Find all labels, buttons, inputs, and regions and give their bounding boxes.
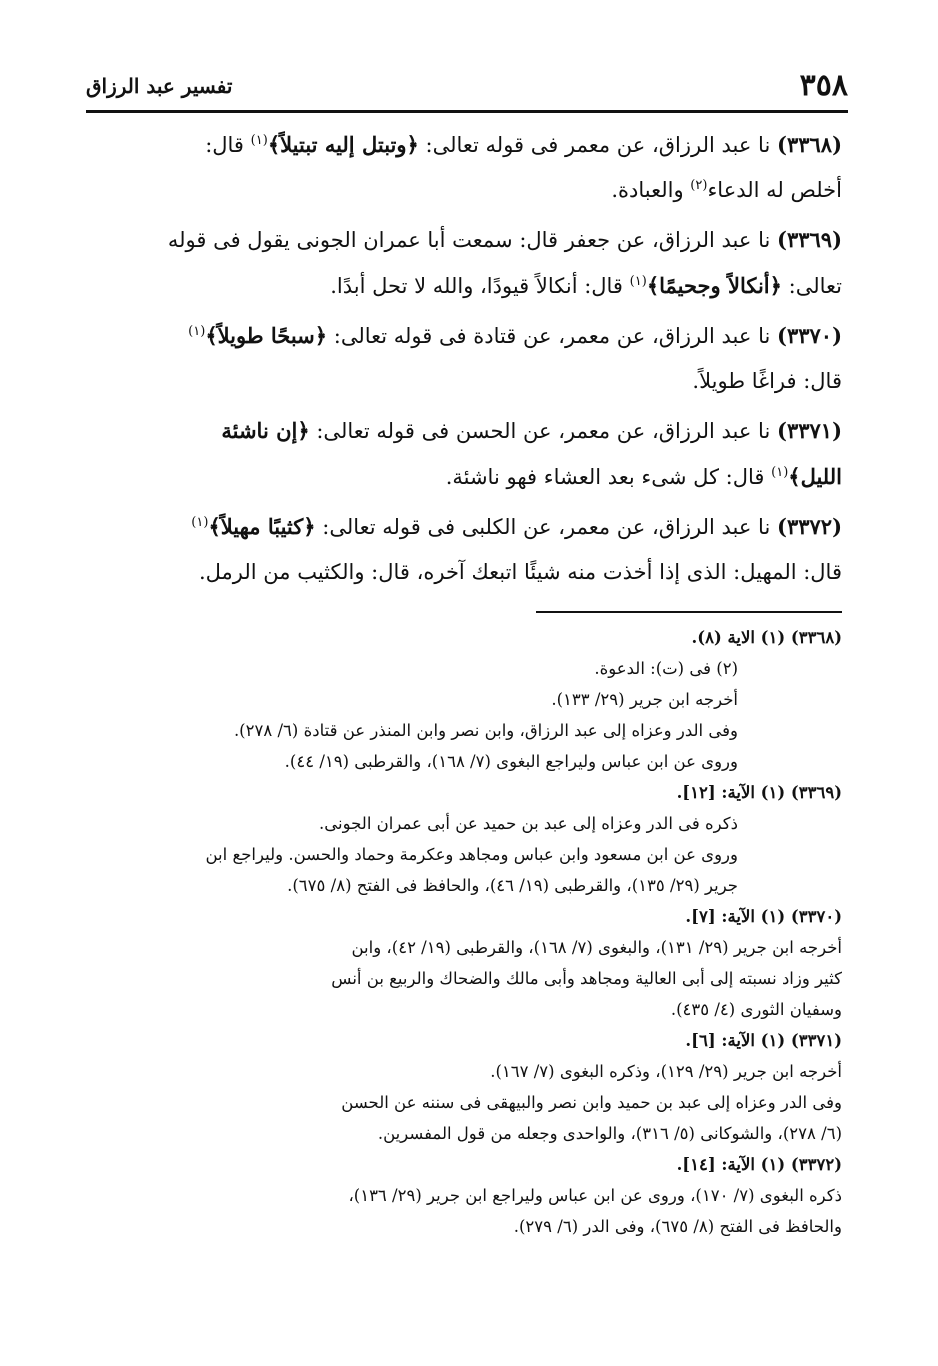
- entry-line: قال: فراغًا طويلاً.: [692, 369, 842, 393]
- footnote-line: أخرجه ابن جرير (٢٩/ ١٣١)، والبغوى (٧/ ١٦٨)، والقرطبى (١٩/ ٤٢)، وابن: [351, 938, 842, 957]
- footnote-line: أخرجه ابن جرير (٢٩/ ١٢٩)، وذكره البغوى (٧/ ١٦٧).: [490, 1062, 842, 1081]
- running-title: تفسير عبد الرزاق: [86, 74, 233, 98]
- entry-text: نا عبد الرزاق، عن معمر فى قوله تعالى:: [425, 133, 771, 157]
- entry-text: نا عبد الرزاق، عن معمر، عن الكلبى فى قوله تعالى:: [322, 515, 771, 539]
- entry-number: (٣٣٧٢): [777, 514, 842, 539]
- footnote-3371: [96, 1025, 842, 1149]
- footnote-ref: (١): [629, 274, 647, 289]
- entry-number: (٣٣٦٨): [777, 132, 842, 157]
- entry-3372: [96, 504, 842, 595]
- quran-quote: ﴿إن ناشئة: [221, 418, 310, 443]
- footnote-line: (٢) فى (ت): الدعوة.: [594, 659, 738, 678]
- footnote-line: وفى الدر وعزاه إلى عبد بن حميد وابن نصر والبيهقى فى سننه عن الحسن: [341, 1093, 842, 1112]
- quran-quote: ﴿وتبتل إليه تبتيلاً﴾: [267, 132, 419, 157]
- entry-3370: [96, 313, 842, 404]
- footnote-3370: [96, 901, 842, 1025]
- entry-3371: [96, 408, 842, 500]
- footnote-line: والحافظ فى الفتح (٨/ ٦٧٥)، وفى الدر (٦/ ٢٧٩).: [513, 1217, 842, 1236]
- entry-3369: [96, 217, 842, 309]
- footnote-heading: (٣٣٦٨) (١) الاية (٨).: [691, 628, 842, 647]
- entry-number: (٣٣٧٠): [777, 323, 842, 348]
- footnote-heading: (٣٣٧٠) (١) الآية: [٧].: [685, 907, 842, 926]
- entry-text: أخلص له الدعاء: [707, 178, 842, 202]
- footnote-line: وروى عن ابن عباس وليراجع البغوى (٧/ ١٦٨)، والقرطبى (١٩/ ٤٤).: [284, 752, 738, 771]
- footnote-heading: (٣٣٧١) (١) الآية: [٦].: [685, 1031, 842, 1050]
- entry-text: نا عبد الرزاق، عن معمر، عن قتادة فى قوله تعالى:: [333, 324, 771, 348]
- footnote-3368: [96, 622, 842, 777]
- footnote-line: أخرجه ابن جرير (٢٩/ ١٣٣).: [551, 690, 738, 709]
- entry-text: قال: أنكالاً قيودًا، والله لا تحل أبدًا.: [330, 274, 623, 298]
- footnote-line: وفى الدر وعزاه إلى عبد الرزاق، وابن نصر وابن المنذر عن قتادة (٦/ ٢٧٨).: [233, 721, 738, 740]
- footnotes: [96, 622, 842, 1242]
- quran-quote: ﴿سبحًا طويلاً﴾: [205, 323, 328, 348]
- footnote-ref: (١): [250, 133, 268, 148]
- page-number: ٣٥٨: [799, 68, 848, 103]
- footnote-ref: (١): [188, 324, 206, 339]
- footnote-line: كثير وزاد نسبته إلى أبى العالية ومجاهد وأبى مالك والضحاك والربيع بن أنس: [331, 969, 842, 988]
- entry-text: نا عبد الرزاق، عن جعفر قال: سمعت أبا عمران الجونى يقول فى قوله: [167, 228, 771, 252]
- footnote-line: ذكره البغوى (٧/ ١٧٠)، وروى عن ابن عباس وليراجع ابن جرير (٢٩/ ١٣٦)،: [348, 1186, 842, 1205]
- quran-quote: ﴿أنكالاً وجحيمًا﴾: [646, 273, 782, 298]
- header-rule: [86, 110, 848, 113]
- entry-line: قال: المهيل: الذى إذا أخذت منه شيئًا اتبعك آخره، قال: والكثيب من الرمل.: [198, 560, 842, 584]
- footnote-line: جرير (٢٩/ ١٣٥)، والقرطبى (١٩/ ٤٦)، والحافظ فى الفتح (٨/ ٦٧٥).: [287, 876, 738, 895]
- entry-text: والعبادة.: [611, 178, 684, 202]
- entry-text: تعالى:: [788, 274, 842, 298]
- entry-line: [96, 168, 842, 213]
- main-text: [96, 122, 842, 599]
- entry-line: [96, 454, 842, 500]
- entry-text: قال:: [205, 133, 244, 157]
- footnote-line: ذكره فى الدر وعزاه إلى عبد بن حميد عن أبى عمران الجونى.: [319, 814, 738, 833]
- footnote-ref: (١): [771, 465, 789, 480]
- footnote-heading: (٣٣٧٢) (١) الآية: [١٤].: [676, 1155, 842, 1174]
- entry-3368: [96, 122, 842, 213]
- footnote-separator: [536, 611, 842, 613]
- entry-line: [96, 263, 842, 309]
- quran-quote: الليل﴾: [788, 464, 842, 489]
- footnote-3369: [96, 777, 842, 901]
- entry-number: (٣٣٦٩): [777, 227, 842, 252]
- footnote-3372: [96, 1149, 842, 1242]
- entry-text: قال: كل شىء بعد العشاء فهو ناشئة.: [445, 465, 765, 489]
- footnote-ref: (١): [191, 515, 209, 530]
- entry-text: نا عبد الرزاق، عن معمر، عن الحسن فى قوله تعالى:: [316, 419, 771, 443]
- quran-quote: ﴿كثيبًا مهيلاً﴾: [208, 514, 316, 539]
- footnote-heading: (٣٣٦٩) (١) الآية: [١٢].: [676, 783, 842, 802]
- footnote-line: وروى عن ابن مسعود وابن عباس ومجاهد وعكرمة وحماد والحسن. وليراجع ابن: [205, 845, 738, 864]
- page-header: [86, 66, 848, 114]
- footnote-ref: (٢): [690, 178, 708, 193]
- footnote-line: (٦/ ٢٧٨)، والشوكانى (٥/ ٣١٦)، والواحدى وجعله من قول المفسرين.: [377, 1124, 842, 1143]
- entry-number: (٣٣٧١): [777, 418, 842, 443]
- footnote-line: وسفيان الثورى (٤/ ٤٣٥).: [670, 1000, 842, 1019]
